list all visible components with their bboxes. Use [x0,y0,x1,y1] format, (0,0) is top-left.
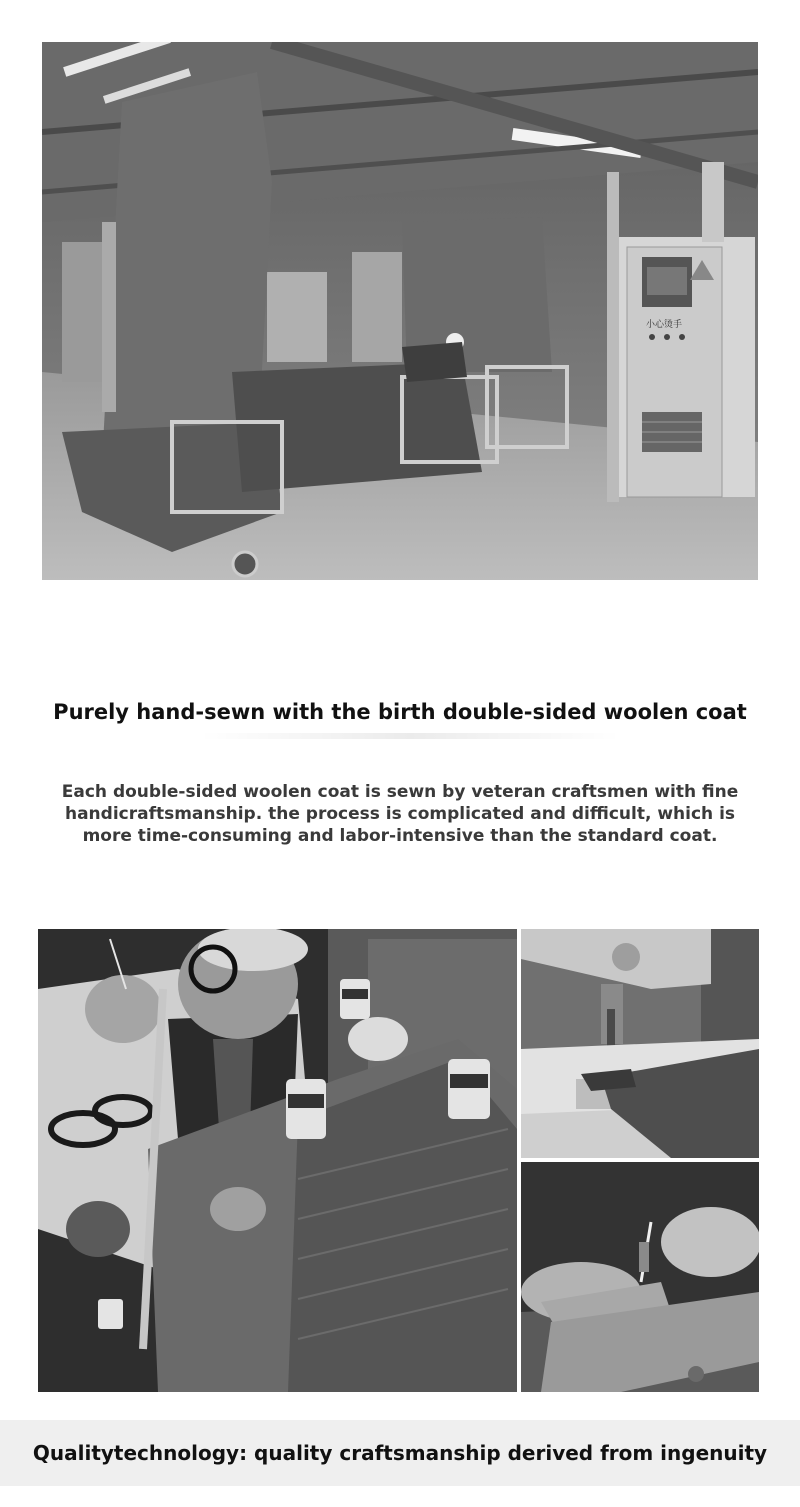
footer-tagline: Qualitytechnology: quality craftsmanship derived from ingenuity [32,1441,768,1465]
description-line: Each double-sided woolen coat is sewn by veteran craftsmen with fine [61,782,739,802]
sewing-machine-photo [521,929,759,1158]
title-underline-decoration [200,733,620,739]
tailor-photo [38,929,517,1392]
section-description [40,781,760,847]
factory-photo [42,42,758,580]
footer-banner [0,1420,800,1486]
machine-panel-label: 小心烫手 [646,320,683,330]
description-line: handicraftsmanship. the process is complicated and difficult, which is [64,804,736,824]
section-title: Purely hand-sewn with the birth double-sided woolen coat [53,700,747,724]
description-line: more time-consuming and labor-intensive than the standard coat. [82,826,718,846]
hand-sewing-photo [521,1162,759,1392]
